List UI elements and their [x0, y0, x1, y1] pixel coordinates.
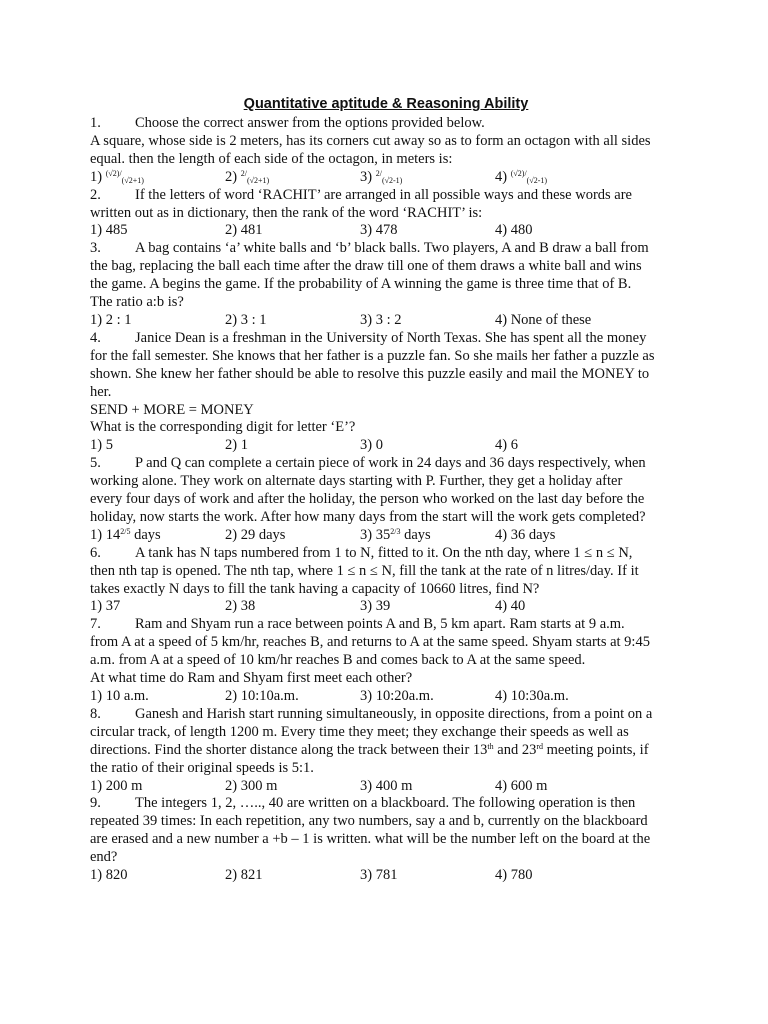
question-block	[90, 706, 682, 796]
answer-options	[90, 598, 682, 616]
answer-option	[90, 222, 225, 240]
option-text: 4)	[495, 168, 511, 185]
question-text: If the letters of word ‘RACHIT’ are arranged in all possible ways and these words are	[135, 186, 632, 203]
option-text: 3) 400 m	[360, 777, 413, 794]
option-text: 4) 480	[495, 222, 533, 239]
answer-option	[90, 867, 225, 885]
answer-option	[225, 527, 360, 545]
answer-options	[90, 778, 682, 796]
answer-option	[360, 222, 495, 240]
question-text-line: At what time do Ram and Shyam first meet each other?	[90, 670, 413, 687]
question-text-line: A square, whose side is 2 meters, has its corners cut away so as to form an octagon with all sides	[90, 132, 651, 149]
answer-option	[90, 437, 225, 455]
answer-option	[225, 778, 360, 796]
answer-options	[90, 688, 682, 706]
answer-option	[495, 169, 630, 187]
question-number: 8.	[90, 705, 101, 722]
answer-option	[225, 688, 360, 706]
answer-option	[225, 169, 360, 187]
option-text: 1) 820	[90, 867, 128, 884]
question-text-line: from A at a speed of 5 km/hr, reaches B, and returns to A at the same speed. Shyam starts at 9:45	[90, 634, 650, 651]
question-text-line: the ratio of their original speeds is 5:1.	[90, 759, 314, 776]
option-text: 2)	[225, 168, 241, 185]
answer-option	[360, 598, 495, 616]
question-text-line: equal. then the length of each side of the octagon, in meters is:	[90, 150, 453, 167]
option-subscript: (√2-1)	[526, 175, 548, 185]
text-run: directions. Find the shorter distance along the track between their 13	[90, 741, 488, 758]
question-first-line	[90, 545, 682, 563]
option-text: 2) 481	[225, 222, 263, 239]
option-text: 1) 2 : 1	[90, 311, 132, 328]
question-list	[90, 115, 682, 885]
answer-option	[90, 169, 225, 187]
superscript: th	[487, 741, 494, 751]
option-text: 3) 478	[360, 222, 398, 239]
answer-option	[495, 598, 630, 616]
answer-option	[495, 437, 630, 455]
question-first-line	[90, 795, 682, 813]
answer-option	[360, 688, 495, 706]
question-text-line: holiday, now starts the work. After how many days from the start will the work gets completed?	[90, 508, 646, 525]
answer-options	[90, 527, 682, 545]
answer-options	[90, 222, 682, 240]
option-text: 1)	[90, 168, 106, 185]
question-text-line: end?	[90, 849, 118, 866]
answer-options	[90, 867, 682, 885]
question-text-line: shown. She knew her father should be able to resolve this puzzle easily and mail the MONEY to	[90, 365, 650, 382]
question-first-line	[90, 330, 682, 348]
answer-option	[90, 527, 225, 545]
question-text-line: circular track, of length 1200 m. Every time they meet; they exchange their speeds as well as	[90, 723, 629, 740]
text-run: meeting points, if	[543, 741, 649, 758]
question-text-line: a.m. from A at a speed of 10 km/hr reaches B and comes back to A at the same speed.	[90, 652, 586, 669]
question-first-line	[90, 706, 682, 724]
option-text: 4) None of these	[495, 311, 592, 328]
option-superscript: 2/	[375, 168, 382, 178]
question-text-line: The ratio a:b is?	[90, 294, 184, 311]
option-text: 1) 14	[90, 526, 121, 543]
question-first-line	[90, 240, 682, 258]
option-superscript: 2/	[240, 168, 247, 178]
question-number: 5.	[90, 455, 101, 472]
question-first-line	[90, 115, 682, 133]
answer-option	[225, 312, 360, 330]
answer-option	[360, 527, 495, 545]
question-number: 6.	[90, 544, 101, 561]
question-block	[90, 330, 682, 455]
question-first-line	[90, 187, 682, 205]
answer-options	[90, 312, 682, 330]
document-page	[90, 94, 682, 885]
answer-option	[225, 222, 360, 240]
option-subscript: (√2-1)	[381, 175, 403, 185]
text-run: and 23	[493, 741, 537, 758]
question-first-line	[90, 616, 682, 634]
option-text: 1) 485	[90, 222, 128, 239]
answer-options	[90, 437, 682, 455]
option-text: 4) 6	[495, 437, 518, 454]
option-text: 2) 300 m	[225, 777, 278, 794]
question-text-line: for the fall semester. She knows that her father is a puzzle fan. So she mails her father a puzzle as	[90, 347, 655, 364]
answer-option	[495, 222, 630, 240]
question-block	[90, 545, 682, 617]
question-text-line: are erased and a new number a +b – 1 is written. what will be the number left on the board at the	[90, 831, 651, 848]
answer-options	[90, 169, 682, 187]
question-text-line: SEND + MORE = MONEY	[90, 401, 254, 418]
question-text-line	[90, 742, 682, 760]
option-text: 2) 29 days	[225, 526, 286, 543]
question-text: Ganesh and Harish start running simultaneously, in opposite directions, from a point on a	[135, 705, 653, 722]
superscript: rd	[536, 741, 544, 751]
option-superscript: (√2)/	[510, 168, 527, 178]
question-text-line: What is the corresponding digit for letter ‘E’?	[90, 419, 356, 436]
option-text: 4) 40	[495, 598, 526, 615]
option-superscript: (√2)/	[105, 168, 122, 178]
question-block	[90, 115, 682, 187]
question-text: Choose the correct answer from the options provided below.	[135, 115, 485, 131]
answer-option	[360, 867, 495, 885]
option-text: 3) 10:20a.m.	[360, 688, 434, 704]
question-text-line: the bag, replacing the ball each time after the draw till one of them draws a white ball and wins	[90, 258, 642, 275]
option-text: days	[130, 526, 161, 543]
question-text-line: then nth tap is opened. The nth tap, where 1 ≤ n ≤ N, fill the tank at the rate of n litres/day. If it	[90, 562, 639, 579]
option-text: 2) 1	[225, 437, 248, 454]
answer-option	[495, 778, 630, 796]
option-superscript: 2/3	[390, 526, 401, 536]
question-text: A bag contains ‘a’ white balls and ‘b’ black balls. Two players, A and B draw a ball from	[135, 240, 649, 257]
answer-option	[90, 312, 225, 330]
option-text: 3) 3 : 2	[360, 311, 402, 328]
option-text: 2) 821	[225, 867, 263, 884]
question-number: 4.	[90, 329, 101, 346]
question-text-line: takes exactly N days to fill the tank having a capacity of 10660 litres, find N?	[90, 580, 540, 597]
answer-option	[90, 688, 225, 706]
question-text-line: written out as in dictionary, then the rank of the word ‘RACHIT’ is:	[90, 204, 483, 221]
option-text: 3) 39	[360, 598, 391, 615]
question-number: 3.	[90, 240, 101, 257]
question-number: 1.	[90, 115, 101, 131]
document-title: Quantitative aptitude & Reasoning Ability	[243, 96, 529, 112]
option-text: 4) 10:30a.m.	[495, 688, 569, 704]
answer-option	[90, 778, 225, 796]
question-block	[90, 455, 682, 545]
answer-option	[360, 778, 495, 796]
question-text-line: repeated 39 times: In each repetition, any two numbers, say a and b, currently on the blackboard	[90, 813, 648, 830]
option-superscript: 2/5	[120, 526, 131, 536]
answer-option	[360, 312, 495, 330]
option-text: 2) 3 : 1	[225, 311, 267, 328]
question-block	[90, 187, 682, 241]
option-text: 3) 0	[360, 437, 383, 454]
question-text-line: working alone. They work on alternate days starting with P. Further, they get a holiday after	[90, 473, 623, 490]
option-text: days	[400, 526, 431, 543]
answer-option	[225, 437, 360, 455]
answer-option	[495, 527, 630, 545]
answer-option	[360, 169, 495, 187]
option-text: 1) 200 m	[90, 777, 143, 794]
question-text: A tank has N taps numbered from 1 to N, fitted to it. On the nth day, where 1 ≤ n ≤ N,	[135, 544, 633, 561]
option-text: 4) 36 days	[495, 526, 556, 543]
question-text: Janice Dean is a freshman in the University of North Texas. She has spent all the money	[135, 329, 647, 346]
option-text: 1) 10 a.m.	[90, 688, 149, 704]
option-text: 2) 38	[225, 598, 256, 615]
answer-option	[90, 598, 225, 616]
answer-option	[495, 867, 630, 885]
option-text: 4) 780	[495, 867, 533, 884]
option-text: 3)	[360, 168, 376, 185]
question-block	[90, 795, 682, 885]
option-text: 3) 35	[360, 526, 391, 543]
question-first-line	[90, 455, 682, 473]
answer-option	[495, 312, 630, 330]
option-text: 4) 600 m	[495, 777, 548, 794]
question-number: 7.	[90, 616, 101, 633]
option-subscript: (√2+1)	[246, 175, 270, 185]
question-text: Ram and Shyam run a race between points A and B, 5 km apart. Ram starts at 9 a.m.	[135, 616, 625, 633]
question-text-line: the game. A begins the game. If the probability of A winning the game is three time that of B.	[90, 276, 632, 293]
question-block	[90, 240, 682, 330]
option-subscript: (√2+1)	[121, 175, 144, 185]
question-text: The integers 1, 2, ….., 40 are written on a blackboard. The following operation is then	[135, 795, 636, 812]
option-text: 1) 5	[90, 437, 113, 454]
answer-option	[225, 867, 360, 885]
answer-option	[225, 598, 360, 616]
question-text: P and Q can complete a certain piece of work in 24 days and 36 days respectively, when	[135, 455, 646, 472]
question-text-line: every four days of work and after the holiday, the person who worked on the last day before the	[90, 491, 645, 508]
question-number: 9.	[90, 795, 101, 812]
answer-option	[360, 437, 495, 455]
question-block	[90, 616, 682, 706]
question-number: 2.	[90, 186, 101, 203]
option-text: 2) 10:10a.m.	[225, 688, 299, 704]
answer-option	[495, 688, 630, 706]
option-text: 1) 37	[90, 598, 121, 615]
question-text-line: her.	[90, 383, 112, 400]
option-text: 3) 781	[360, 867, 398, 884]
